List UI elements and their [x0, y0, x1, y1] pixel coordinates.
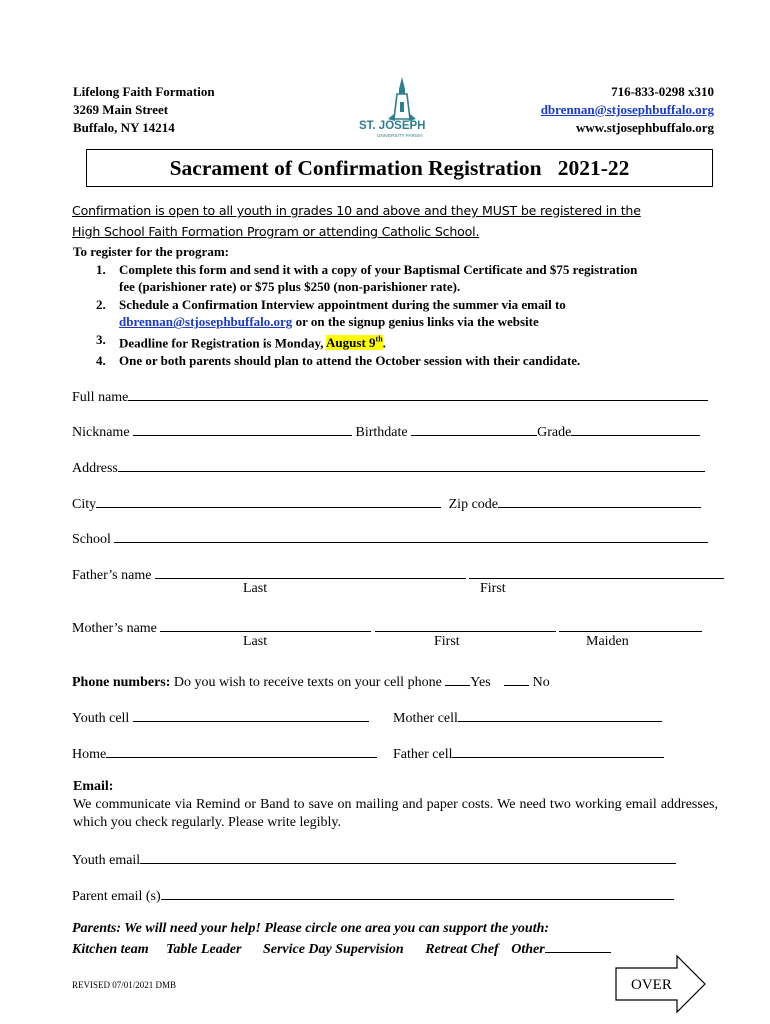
- youth-email-label: Youth email: [72, 853, 141, 868]
- mother-first-caption: First: [434, 634, 460, 649]
- zip-label: Zip code: [448, 497, 498, 512]
- full-name-field[interactable]: [128, 386, 708, 401]
- nickname-row: [72, 421, 700, 442]
- father-first-caption: First: [480, 581, 506, 596]
- father-cell-label: Father cell: [393, 747, 453, 762]
- mother-cell-label: Mother cell: [393, 711, 458, 726]
- zip-field[interactable]: [498, 493, 701, 508]
- youth-email-row: [72, 849, 676, 870]
- youth-email-field[interactable]: [140, 849, 676, 864]
- parents-help-line: Parents: We will need your help! Please circle one area you can support the youth:: [72, 921, 550, 936]
- home-phone-row: [72, 743, 377, 764]
- home-phone-field[interactable]: [106, 743, 377, 758]
- deadline-date-text: August 9: [326, 335, 376, 351]
- step-number: 3.: [96, 331, 106, 347]
- over-label: OVER: [631, 977, 672, 993]
- other-field[interactable]: [545, 938, 611, 953]
- notice-line-1: Confirmation is open to all youth in grades 10 and above and they MUST be registered in the: [72, 203, 641, 218]
- step-number: 1.: [96, 261, 106, 277]
- phone-numbers-label: Phone numbers:: [72, 675, 171, 690]
- parent-email-field[interactable]: [161, 885, 674, 900]
- father-row: [72, 564, 724, 585]
- father-label: Father’s name: [72, 568, 152, 583]
- school-field[interactable]: [114, 528, 708, 543]
- city-label: City: [72, 497, 97, 512]
- org-address-block: [73, 83, 215, 137]
- deadline-date-sup: th: [375, 334, 383, 344]
- mother-last-field[interactable]: [160, 617, 371, 632]
- youth-cell-field[interactable]: [133, 707, 369, 722]
- city-row: [72, 493, 701, 514]
- title-box: [86, 149, 713, 187]
- contact-email-link[interactable]: dbrennan@stjosephbuffalo.org: [540, 102, 714, 117]
- email-section: [73, 778, 718, 832]
- steps-list: [73, 261, 723, 370]
- page-title: Sacrament of Confirmation Registration 2021-22: [169, 155, 630, 180]
- grade-label: Grade: [537, 425, 572, 440]
- deadline-date: [326, 335, 383, 350]
- texts-question: Do you wish to receive texts on your cell phone: [173, 675, 442, 690]
- contact-website[interactable]: www.stjosephbuffalo.org: [576, 120, 714, 135]
- mother-last-caption: Last: [243, 634, 268, 649]
- st-joseph-logo: [355, 75, 439, 139]
- nickname-field[interactable]: [133, 421, 352, 436]
- logo-text: ST. JOSEPH: [359, 120, 426, 132]
- revised-note: REVISED 07/01/2021 DMB: [72, 980, 177, 990]
- step-2-email-link[interactable]: dbrennan@stjosephbuffalo.org: [119, 314, 293, 330]
- option-retreat-chef[interactable]: Retreat Chef: [425, 942, 499, 957]
- youth-cell-label: Youth cell: [72, 711, 130, 726]
- father-first-field[interactable]: [469, 564, 724, 579]
- grade-field[interactable]: [571, 421, 700, 436]
- father-cell-row: [393, 743, 664, 764]
- full-name-label: Full name: [72, 390, 129, 405]
- parent-email-label: Parent email (s): [72, 889, 161, 904]
- father-last-caption: Last: [243, 581, 268, 596]
- father-cell-field[interactable]: [452, 743, 664, 758]
- step-number: 4.: [96, 352, 106, 368]
- school-label: School: [72, 532, 111, 547]
- email-heading: Email:: [73, 779, 114, 794]
- home-phone-label: Home: [72, 747, 107, 762]
- mother-label: Mother’s name: [72, 621, 157, 636]
- texts-yes-label: Yes: [470, 675, 491, 690]
- instructions-heading: To register for the program:: [73, 244, 229, 259]
- step-4-text: One or both parents should plan to attend the October session with their candidate.: [119, 352, 581, 368]
- option-table-leader[interactable]: Table Leader: [166, 942, 242, 957]
- step-1: [73, 261, 723, 296]
- texts-question-row: [72, 671, 550, 692]
- step-2-text-2: or on the signup genius links via the website: [292, 314, 539, 330]
- mother-first-field[interactable]: [375, 617, 556, 632]
- step-2-text: Schedule a Confirmation Interview appointment during the summer via email to: [119, 296, 566, 312]
- address-row: [72, 457, 705, 478]
- step-2: [73, 296, 723, 331]
- step-1-text-2: fee (parishioner rate) or $75 plus $250 (non-parishioner rate).: [119, 279, 461, 295]
- father-last-field[interactable]: [155, 564, 466, 579]
- eligibility-notice: [72, 200, 722, 242]
- help-options: [72, 938, 611, 959]
- birthdate-label: Birthdate: [355, 425, 408, 440]
- parents-help-section: [72, 919, 611, 959]
- address-field[interactable]: [118, 457, 705, 472]
- option-service-day[interactable]: Service Day Supervision: [262, 942, 404, 957]
- option-other[interactable]: Other: [511, 942, 545, 957]
- city-field[interactable]: [96, 493, 441, 508]
- texts-no-label: No: [532, 675, 550, 690]
- org-street: 3269 Main Street: [73, 102, 169, 117]
- contact-phone: 716-833-0298 x310: [611, 84, 714, 99]
- address-label: Address: [72, 461, 118, 476]
- option-kitchen-team[interactable]: Kitchen team: [72, 942, 149, 957]
- full-name-row: [72, 386, 708, 407]
- birthdate-field[interactable]: [411, 421, 537, 436]
- email-paragraph: We communicate via Remind or Band to save on mailing and paper costs. We need two working email addresses, which you check regularly. Please write legibly.: [73, 797, 718, 830]
- logo-subtext: UNIVERSITY PARISH: [377, 133, 423, 138]
- over-arrow[interactable]: [613, 954, 708, 1014]
- texts-yes-blank[interactable]: [445, 671, 470, 686]
- step-4: [73, 352, 723, 370]
- texts-no-blank[interactable]: [504, 671, 529, 686]
- school-row: [72, 528, 708, 549]
- mother-maiden-caption: Maiden: [586, 634, 629, 649]
- step-3-text: Deadline for Registration is Monday,: [119, 335, 327, 351]
- step-number: 2.: [96, 296, 106, 312]
- mother-cell-row: [393, 707, 662, 728]
- parent-email-row: [72, 885, 674, 906]
- org-city: Buffalo, NY 14214: [73, 120, 175, 135]
- step-3-end: .: [382, 335, 386, 351]
- mother-maiden-field[interactable]: [559, 617, 702, 632]
- mother-cell-field[interactable]: [458, 707, 662, 722]
- youth-cell-row: [72, 707, 369, 728]
- registration-instructions: [73, 243, 723, 369]
- contact-block: [541, 83, 714, 137]
- notice-line-2: High School Faith Formation Program or attending Catholic School.: [72, 224, 480, 239]
- step-3: [73, 331, 723, 352]
- nickname-label: Nickname: [72, 425, 130, 440]
- org-name: Lifelong Faith Formation: [73, 84, 215, 99]
- step-1-text: Complete this form and send it with a copy of your Baptismal Certificate and $75 registration: [119, 261, 638, 277]
